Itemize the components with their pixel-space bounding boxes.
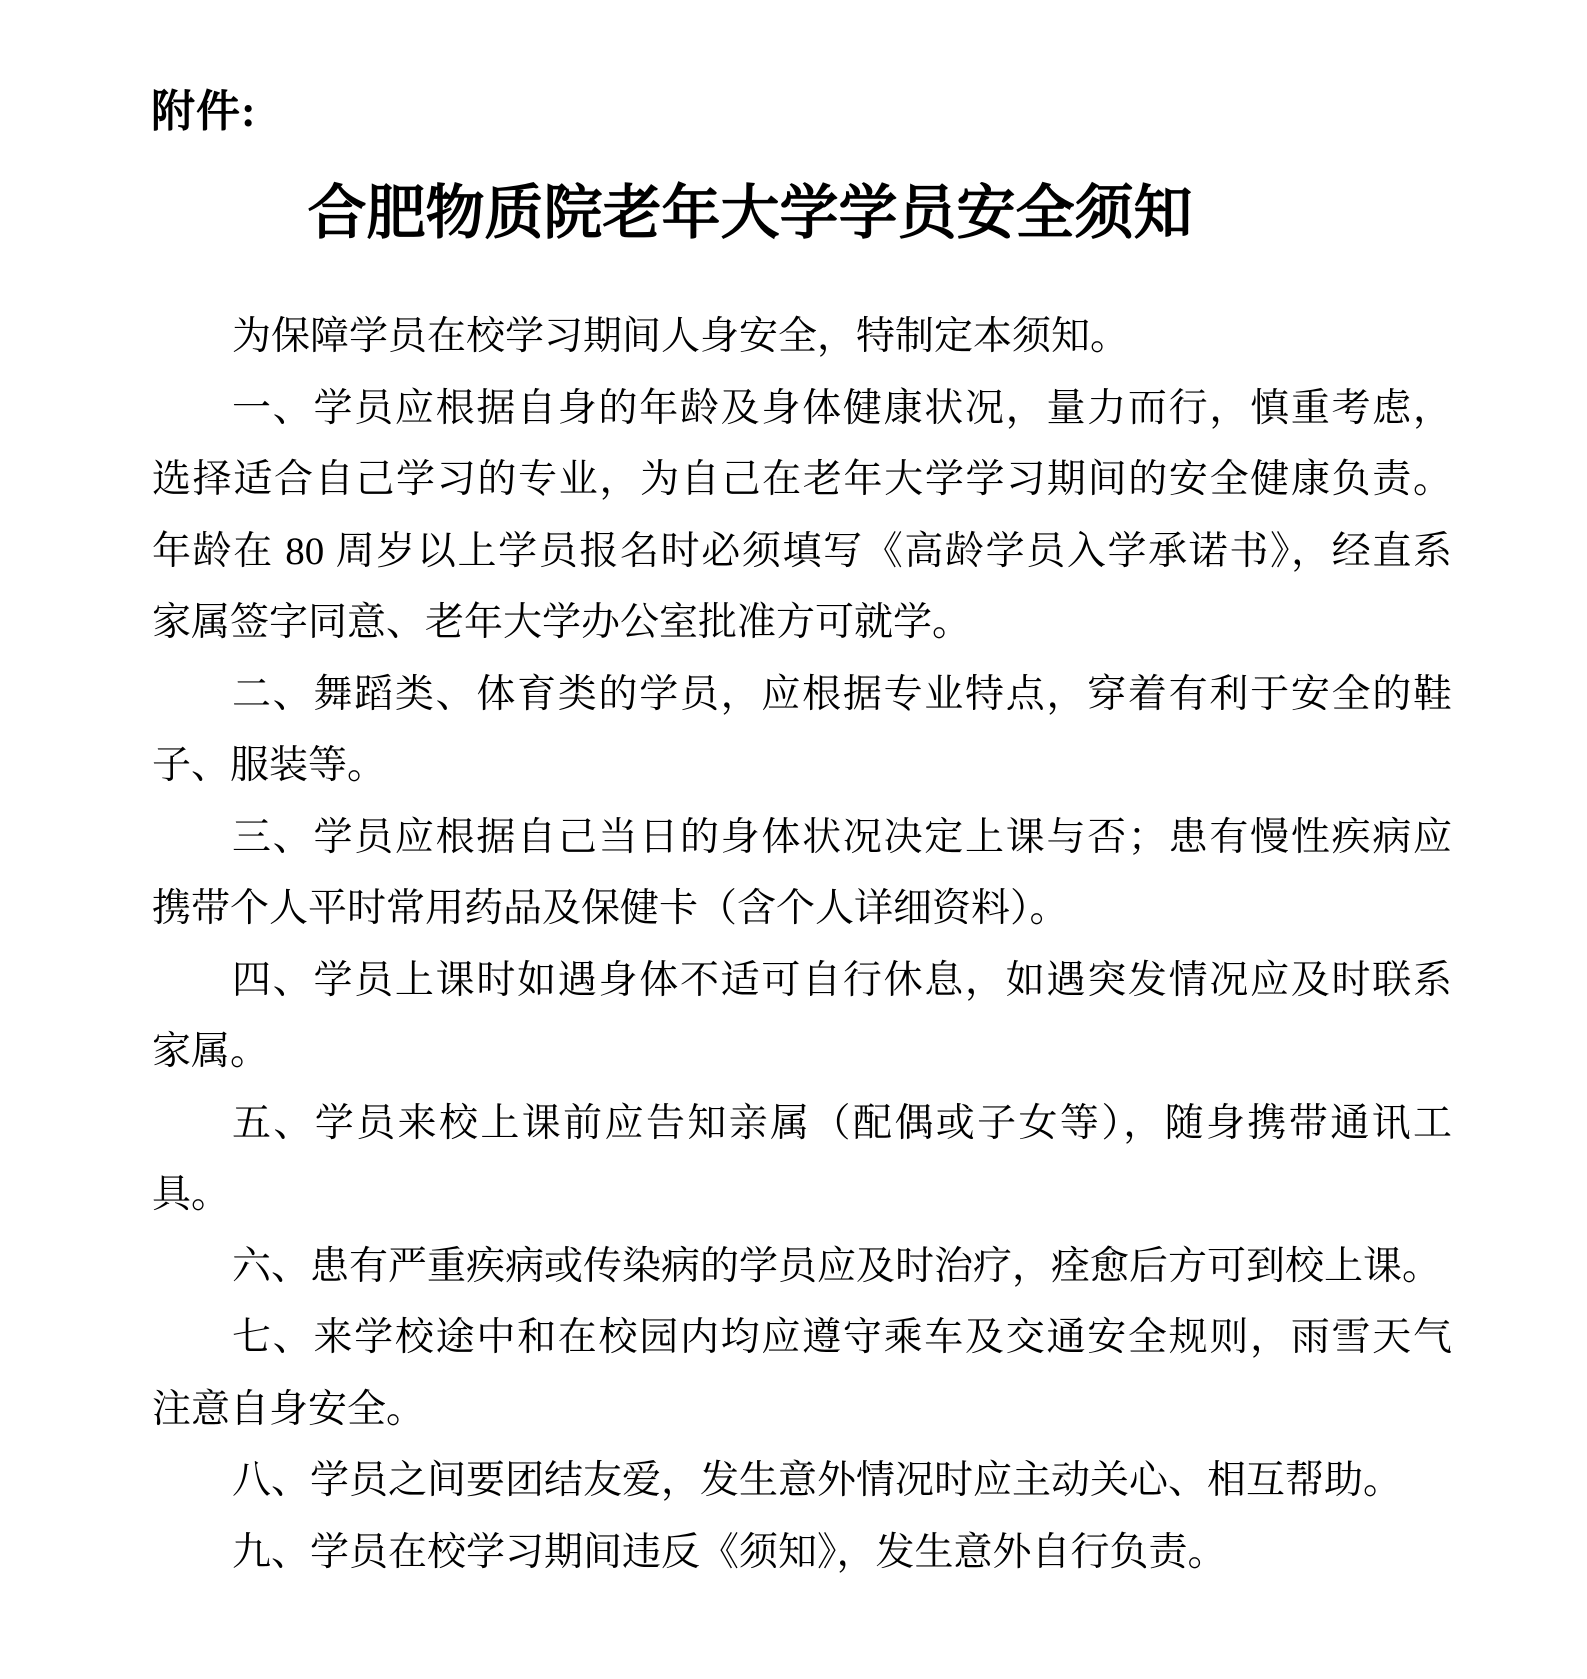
text-line: 子、服装等。 [152,744,387,787]
text-line: 九、学员在校学习期间违反《须知》，发生意外自行负责。 [232,1530,1227,1574]
text-line: 五、学员来校上课前应告知亲属（配偶或子女等），随身携带通讯工 [232,1101,1452,1145]
text-line: 为保障学员在校学习期间人身安全，特制定本须知。 [232,315,1130,358]
text-line: 四、学员上课时如遇身体不适可自行休息，如遇突发情况应及时联系 [232,958,1452,1002]
text-line: 六、患有严重疾病或传染病的学员应及时治疗，痊愈后方可到校上课。 [232,1244,1442,1288]
text-line: 一、学员应根据自身的年龄及身体健康状况，量力而行，慎重考虑， [232,386,1452,430]
text-line: 三、学员应根据自己当日的身体状况决定上课与否；患有慢性疾病应 [232,815,1452,859]
text-line: 年龄在 80 周岁以上学员报名时必须填写《高龄学员入学承诺书》，经直系 [152,529,1452,573]
text-line: 家属签字同意、老年大学办公室批准方可就学。 [152,601,972,644]
text-line: 注意自身安全。 [152,1387,426,1431]
text-line: 家属。 [152,1030,270,1073]
document-title: 合肥物质院老年大学学员安全须知 [307,180,1193,246]
document-body [152,301,1452,1588]
text-line: 携带个人平时常用药品及保健卡（含个人详细资料）。 [152,887,1069,930]
attachment-label: 附件: [151,87,257,136]
text-line: 八、学员之间要团结友爱，发生意外情况时应主动关心、相互帮助。 [232,1459,1403,1502]
text-line: 七、来学校途中和在校园内均应遵守乘车及交通安全规则，雨雪天气 [232,1316,1452,1359]
text-line: 选择适合自己学习的专业，为自己在老年大学学习期间的安全健康负责。 [152,458,1452,501]
text-line: 具。 [152,1173,231,1216]
text-line: 二、舞蹈类、体育类的学员，应根据专业特点，穿着有利于安全的鞋 [232,672,1452,716]
